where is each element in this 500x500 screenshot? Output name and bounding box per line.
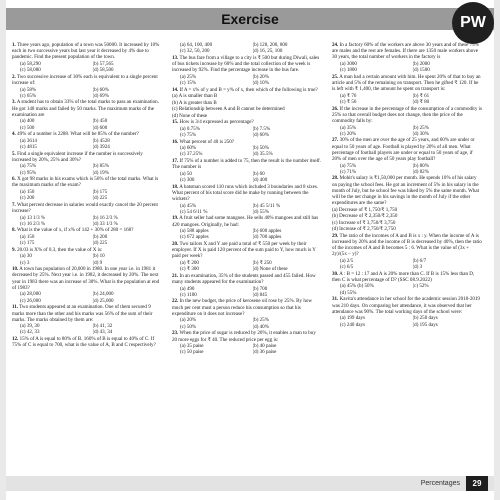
answer-options [172,74,322,86]
answer-option: (d) 33 1/3 % [92,220,118,227]
question-body: (c) Increase of ₹ 3,750/₹ 3,750 [332,219,396,226]
answer-option: (a) 60% [180,145,197,152]
answer-option: (b) 57,565 [92,60,114,67]
question-number: 16. [172,138,179,145]
answer-option: (d) 82% [412,168,429,175]
question-number: 18. [172,183,179,190]
answer-option: (d) 55% [252,208,269,215]
question-text [172,93,322,99]
question-body: (b) Decrease of ₹ 2,350/₹ 2,350 [332,213,398,220]
answer-option: (b) 250 days [412,315,438,322]
question-number: 29. [332,232,339,239]
answer-option: (b) 80% [412,162,429,169]
answer-option: (b) 128, 200, 800 [252,42,288,48]
answer-option: (c) 58,080 [20,67,41,74]
answer-options [172,145,322,157]
answer-option: (a) 58% [20,86,37,93]
question-body: In an examination, 35% of the students passed and 455 failed. How many students appeared for the examination? [172,272,316,286]
answer-option: (b) 700 [252,285,268,292]
page-number: 29 [466,476,488,491]
question-text [172,298,322,317]
question-body: Mohit's salary is ₹1,50,000 per month. He spends 10% of his salary on paying the school fees. He got an increment of 5% in his salary in the month of July, but he school fee was hiked by 5% the same month. What will be the net change in his savings in the month of July if the other expenditures are the same? [332,175,480,207]
question-body: (a) A is smaller than B [172,93,218,100]
answer-option: (b) 60 [252,170,265,177]
answer-option: (b) 25% [412,124,429,131]
question-body: What percent decrease in salaries would exactly cancel the 20 percent increase? [12,201,158,215]
question-text [12,42,162,61]
answer-option: (c) 6/5 [340,264,354,271]
answer-option: (c) 37.25% [180,151,203,158]
question-body: If the increase in the percentage of the consumption of a commodity is 25% so that overall budget does not change, then the price of the commodity falls by: [332,105,482,125]
answer-option: (a) 75% [20,163,37,170]
question-number: 31. [332,296,339,303]
answer-option: (a) 588 apples [180,228,209,235]
answer-option: (c) 95% [20,169,37,176]
answer-option: (d) 1500 [412,67,430,74]
answer-option: (d) 400 [252,176,268,183]
answer-options [172,42,322,54]
question-text [332,226,482,232]
question-text [172,55,322,74]
answer-options [12,189,162,201]
answer-option: (a) 25% [180,73,197,80]
question-number: 8. [12,227,16,234]
answer-option: (a) 199 days [340,315,365,322]
question-number: 9. [12,246,16,253]
question-number: 5. [12,150,16,157]
question-text [332,42,482,61]
answer-option: (a) 50 [180,170,192,177]
answer-option: (b) 20% [252,73,269,80]
answer-options [12,323,162,335]
answer-option: (a) 35% [340,124,357,131]
answer-option: (d) 9 [92,259,103,266]
answer-option: (c) 32, 50, 200 [180,48,210,55]
answer-option: (a) 490 [180,285,195,292]
answer-option: (c) 65% [20,92,37,99]
answer-options [332,125,482,137]
answer-option: (b) 45 5/11 % [252,202,281,209]
answer-option: (d) 3 [412,264,423,271]
question-body: (d) Increase of ₹ 2,750/₹ 2,750 [332,226,396,233]
question-body: The ratio of the incomes of A and B is x : y. When the income of A is increased by 20% and the income of B is decreased by 40%, then the ratio of the incomes of A and B becomes 5 : 6. What is the value of (3x + 2y)/(5x − y)? [332,232,482,258]
question-body: In a factory 60% of the workers are above 30 years and of these 75% are males and the rest are females. If there are 1350 male workers above 30 years, the total number of workers in the factory is [332,42,479,61]
answer-option: (d) 55% [340,289,357,296]
answer-option: (c) 75% [180,131,197,138]
document-page [6,0,494,500]
answer-option: (c) 42, 33 [20,329,40,336]
answer-options [172,343,322,355]
answer-options [332,163,482,175]
answer-option: (c) 4815 [20,143,37,150]
question-number: 11. [12,304,19,311]
answer-options [12,234,162,246]
answer-option: (d) 69% [92,92,109,99]
answer-option: (b) 10 [92,253,105,260]
question-text [332,137,482,162]
answer-option: (a) 64, 100, 400 [180,42,213,48]
question-text [172,158,322,170]
question-text [332,233,482,258]
answer-options [12,291,162,303]
answer-option: (d) 195 days [412,321,438,328]
question-number: 7. [12,201,16,208]
question-body: A man had a certain amount with him. He spent 20% of that to buy an article and 5% of the remaining on transport. Then he gifted ₹ 120. If he is left with ₹ 1,400, the amount he spent on transport is: [332,73,481,93]
answer-option: (c) 1100 [180,291,197,298]
answer-option: (a) 39, 30 [20,323,40,330]
answer-options [12,163,162,175]
answer-options [12,61,162,73]
question-text [12,99,162,118]
question-text [172,87,322,93]
answer-option: (c) 200 [20,195,35,202]
question-body: Two students appeared at an examination. One of them secured 9 marks more than the other and his marks was 56% of the sum of their marks. The marks obtained by them are: [12,304,153,323]
question-number: 13. [172,54,179,61]
question-body: A student has to obtain 33% of the total marks to pass an examination. He got 148 marks and failed by 50 marks. The maximum marks of the examination are [12,99,159,118]
answer-options [172,317,322,329]
answer-option: (a) 58,290 [20,60,41,67]
answer-option: (b) 450 [92,118,108,125]
answer-options [332,61,482,73]
question-number: 21. [172,272,179,279]
question-body: 15% of A is equal to 80% of B. 160% of B is equal to 40% of C. If 75% of C is equal to 700, what is the value of A, B and C respectively? [12,336,156,349]
answer-options [172,126,322,138]
question-number: 28. [332,175,339,182]
answer-option: (c) 672 apples [180,234,209,241]
question-body: 30% of the men are over the age of 25 years, and 60% are under or equal to 50 years of age. Football is played by 20% of all men. What percentage of football players are under or equal to 50 years of age, if 20% of men over the age of 50 years play football? [332,137,475,163]
question-body: When the price of sugar is reduced by 20%, it enables a man to buy 20 more eggs for ₹ 40. The reduced price per egg is: [172,330,316,343]
answer-options [12,118,162,130]
answer-option: (a) ₹ 76 [340,92,357,99]
question-text [172,330,322,342]
answer-option: (a) 30 [20,253,32,260]
answer-option: (d) 43, 34 [92,329,113,336]
answer-option: (d) 845 [252,291,268,298]
answer-option: (d) ₹ 80 [412,98,430,105]
question-number: 12. [12,336,19,343]
question-body: Find a single equivalent increase if the number is successively increased by 20%, 25% and 30%? [12,150,143,163]
answer-options [332,93,482,105]
question-text [172,215,322,227]
question-body: What percent of 40 is 250? [179,138,234,145]
question-body: 20.03 is X% of 0.3, then the value of X is: [17,246,103,253]
question-text [172,119,322,125]
question-number: 26. [332,105,339,112]
question-body: A : B = 12 : 17 and A is 20% more than C. If B is 15% less than D, then C is what percentage of D? (SSC 08.9.2022) [332,270,475,283]
page-title: Exercise [221,11,279,27]
question-body: (a) Decrease of ₹ 1,750/₹ 1,750 [332,206,398,213]
question-text [12,131,162,137]
question-body: (b) A is greater than B [172,99,217,106]
answer-option: (a) 45% (b) 50% [340,283,374,290]
answer-option: (a) 150 [20,188,35,195]
answer-option: (a) 150 [20,233,35,240]
question-text [172,113,322,119]
answer-option: (c) 52% [412,283,429,290]
question-number: 19. [172,215,179,222]
answer-option: (c) 54 6/11 % [180,208,208,215]
answer-options [172,228,322,240]
column-2 [172,42,322,468]
question-body: A batsman scored 110 runs which included 3 boundaries and 8 sixes. What percent of his total score did he make by running between the wickets? [172,183,319,203]
answer-options [12,138,162,150]
question-number: 23. [172,330,179,337]
answer-option: (b) 40 paise [252,343,277,349]
pw-logo: PW [452,2,494,44]
answer-option: (b) 200 [92,233,108,240]
answer-option: (d) 40% [252,323,269,330]
answer-option: (d) 700 apples [252,234,282,241]
question-text [12,266,162,291]
answer-option: (b) 2000 [412,60,430,67]
answer-options [12,87,162,99]
question-number: 24. [332,42,339,48]
question-text [12,74,162,86]
question-number: 25. [332,73,339,80]
answer-option: (b) 41, 32 [92,323,113,330]
question-number: 10. [12,266,19,273]
answer-option: (c) 300 [180,176,195,183]
answer-option: (c) 26,000 [20,297,41,304]
answer-options [332,283,482,295]
answer-options [12,253,162,265]
answer-option: (b) 24,000 [92,291,114,298]
question-text [332,175,482,206]
answer-option: (a) 2/5 [340,257,354,264]
question-text [12,247,162,253]
answer-option: (d) 35.5% [252,151,273,158]
answer-option: (b) 60% [92,86,109,93]
question-number: 4. [12,131,16,138]
answer-option: (b) 16 2/3 % [92,214,118,221]
question-number: 30. [332,270,339,277]
question-text [332,296,482,315]
question-body: If A = x% of y and B = y% of x, then which of the following is true? [179,86,318,93]
answer-option: (a) 3614 [20,137,37,144]
answer-option: (b) 4528 [92,137,110,144]
answer-option: (d) 225 [92,195,108,202]
question-body: X got 98 marks in his exams which is 56% of the total marks. What is the maximum marks of the exam? [12,176,159,189]
question-body: The bus fare from a village to a city is ₹ 500 but during Diwali, sales of bus tickets increase by 60% and the total collection of the week is increased by 92%. Find the percentage increase in the bus fare. [172,54,320,74]
question-body: (d) None of these [172,112,208,119]
answer-option: (c) 3 [20,259,30,266]
answer-option: (d) 25,000 [92,297,114,304]
question-body: How is 3/4 expressed as percentage? [179,119,254,126]
question-body: A fruit seller had some mangoes. He sells 40% mangoes and still has 420 mangoes. Originally, he had: [172,215,319,228]
question-number: 17. [172,158,179,165]
answer-option: (d) 600 [92,124,108,131]
question-body: In the new budget, the price of kerosene oil rose by 25%. By how much per cent must a person reduce his consumption so that his expenditure on it does not increase? [172,298,313,317]
answer-option: (c) ₹ 300 [180,266,199,273]
question-number: 15. [172,119,179,126]
question-number: 6. [12,176,16,183]
question-text [12,176,162,188]
answer-option: (c) 500 [20,124,35,131]
answer-options [332,315,482,327]
answer-option: (d) 10% [252,80,269,87]
answer-options [172,260,322,272]
answer-option: (c) 20% [340,130,357,137]
question-text [332,106,482,125]
answer-option: (b) 600 apples [252,228,282,235]
chapter-label: Percentages [420,480,460,487]
answer-option: (b) 25% [252,317,269,324]
answer-option: (c) ₹ 56 [340,98,357,105]
answer-option: (b) 85% [92,163,109,170]
answer-option: (b) 7.5% [252,125,271,132]
question-number: 1. [12,42,16,48]
answer-option: (b) 6/7 [412,257,427,264]
answer-option: (a) 45% [180,202,197,209]
question-text [12,202,162,214]
answer-option: (c) 50 paise [180,349,204,356]
answer-option: (c) 15% [180,80,197,87]
answer-option: (d) 36 paise [252,349,277,356]
column-3 [332,42,482,468]
answer-option: (a) 28,000 [20,291,41,298]
question-body: Two tailors X and Y are paid a total of ₹ 550 per week by their employer. If X is paid 120 percent of the sum paid to Y, how much is Y paid per week? [172,241,316,260]
answer-options [172,286,322,298]
answer-option: (a) 13 1/3 % [20,214,46,221]
question-text [12,304,162,323]
question-text [172,100,322,106]
answer-option: (a) 35 paise [180,343,204,349]
question-number: 27. [332,137,339,144]
answer-option: (c) 240 days [340,321,365,328]
answer-option: (a) 3000 [340,60,357,67]
answer-option: (d) 3924 [92,143,110,150]
question-body: Kavita's attendance in her school for the academic session 2018-2019 was 210 days. On comparing her attendance, it was observed that her attendance was 90%. The total working days of the school were: [332,296,480,315]
question-number: 3. [12,99,16,106]
question-text [12,336,162,348]
question-body: A town has population of 20,000 in 1980. In one year i.e. in 1981 it decreased by 25%. Next year i.e. in 1982, it decreased by 20%. The next year in 1983 there was an increase of 30%. What is the population at end of 1983? [12,266,160,291]
answer-option: (d) 225 [92,240,108,247]
answer-option: (d) None of these [252,266,288,273]
question-text [172,241,322,260]
header-bar [6,8,494,30]
question-number: 14. [172,86,179,93]
footer-bar [6,476,494,491]
question-body: If 75% of a number is added to 75, then the result is the number itself. The number is [172,158,321,171]
question-text [332,213,482,219]
answer-option: (c) 1800 [340,67,357,74]
answer-option: (c) 50% [180,323,197,330]
answer-options [172,203,322,215]
question-text [172,273,322,285]
answer-option: (a) ₹ 200 [180,259,199,266]
answer-option: (d) 58,500 [92,67,114,74]
answer-option: (b) 50% [252,145,269,152]
question-text [172,106,322,112]
answer-option: (d) 60% [252,131,269,138]
question-body: (c) Relationship between A and B cannot be determined [172,106,285,113]
answer-option: (a) 400 [20,118,35,125]
answer-option: (a) 20% [180,317,197,324]
answer-option: (a) 75% [340,162,357,169]
answer-options [12,215,162,227]
question-body: Two successive increase of 30% each is equivalent to a single percent increase of: [12,73,158,87]
answer-option: (c) 71% [340,168,357,175]
answer-options [172,171,322,183]
question-text [332,271,482,283]
question-text [332,74,482,93]
question-number: 22. [172,298,179,305]
question-number: 20. [172,241,179,248]
question-number: 2. [12,73,16,80]
answer-options [332,258,482,270]
answer-option: (b) ₹ 250 [252,259,272,266]
answer-option: (d) 19% [92,169,109,176]
question-text [12,227,162,233]
answer-option: (c) 16 2/3 % [20,220,46,227]
question-text [12,151,162,163]
answer-option: (c) 175 [20,240,35,247]
answer-option: (d) 16, 25, 100 [252,48,283,55]
question-body: 49% of a number is 2288. What will be 85% of the number? [17,131,139,138]
question-text [172,139,322,145]
question-body: Three years ago, population of a town was 50000. It increased by 10% each in two successive years but last year it decreased by 4% due to pandemic. Find the present population of the town. [12,42,160,61]
answer-option: (b) 175 [92,188,108,195]
answer-option: (b) ₹ 61 [412,92,430,99]
column-1 [12,42,162,468]
answer-option: (d) 30% [412,130,429,137]
question-text [172,184,322,203]
answer-option: (a) 0.75% [180,125,200,132]
question-body: What is the value of x, if x% of 142 + 30% of 280 = 168? [16,227,134,234]
